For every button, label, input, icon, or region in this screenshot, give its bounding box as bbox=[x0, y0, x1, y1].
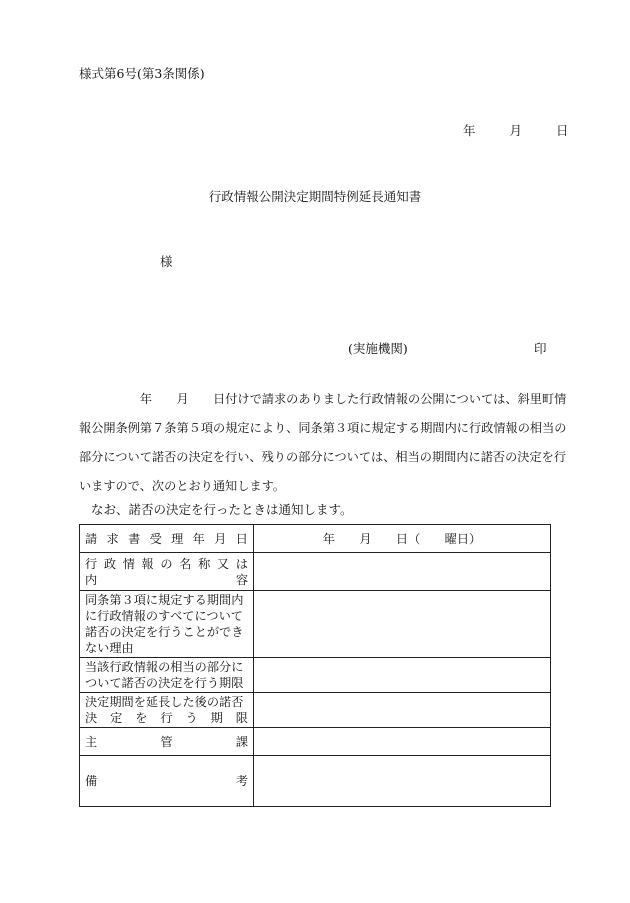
body-line: 部分について諾否の決定を行い、残りの部分については、相当の期間内に諾否の決定を行 bbox=[79, 450, 567, 464]
document-title: 行政情報公開決定期間特例延長通知書 bbox=[208, 189, 422, 204]
extended-deadline-line1: 決定期間を延長した後の諾否 bbox=[85, 695, 244, 709]
extended-deadline-value[interactable] bbox=[254, 693, 551, 728]
info-name-line2: 内 容 bbox=[85, 572, 248, 587]
department-value[interactable] bbox=[254, 728, 551, 756]
table-row bbox=[80, 693, 551, 728]
reason-line: 諾否の決定を行うことができ bbox=[85, 625, 244, 639]
issue-date bbox=[463, 121, 568, 139]
body-line: 年 月 日付けで請求のありました行政情報の公開については、斜里町情 bbox=[79, 392, 567, 406]
table-row bbox=[80, 525, 551, 553]
table-row bbox=[80, 553, 551, 591]
day-label: 日 bbox=[555, 123, 569, 138]
info-name-line1: 行 政 情 報 の 名 称 又 は bbox=[85, 556, 248, 571]
implementing-agency: (実施機関) bbox=[348, 341, 408, 356]
year-label: 年 bbox=[463, 123, 476, 138]
reason-line: ない理由 bbox=[85, 641, 134, 655]
notice-note: なお、諾否の決定を行ったときは通知します。 bbox=[91, 502, 353, 517]
department-label-text: 主 管 課 bbox=[85, 734, 248, 749]
department-label bbox=[80, 728, 254, 756]
table-row bbox=[80, 591, 551, 658]
info-name-label bbox=[80, 553, 254, 591]
partial-deadline-value[interactable] bbox=[254, 658, 551, 693]
reason-line: に行政情報のすべてについて bbox=[85, 609, 243, 623]
receipt-date-label-text: 請 求 書 受 理 年 月 日 bbox=[85, 531, 248, 546]
partial-deadline-label bbox=[80, 658, 254, 693]
body-line: いますので、次のとおり通知します。 bbox=[79, 479, 285, 493]
form-number: 様式第6号(第3条関係) bbox=[79, 66, 205, 81]
remarks-value[interactable] bbox=[254, 756, 551, 807]
remarks-label-text: 備 考 bbox=[85, 774, 248, 788]
table-row bbox=[80, 658, 551, 693]
partial-deadline-line: ついて諾否の決定を行う期限 bbox=[85, 676, 244, 690]
extended-deadline-line2: 決 定 を 行 う 期 限 bbox=[85, 711, 248, 725]
addressee-suffix: 様 bbox=[160, 254, 173, 269]
month-label: 月 bbox=[509, 123, 522, 138]
reason-value[interactable] bbox=[254, 591, 551, 658]
partial-deadline-line: 当該行政情報の相当の部分に bbox=[85, 660, 244, 674]
receipt-date-label bbox=[80, 525, 254, 553]
reason-label bbox=[80, 591, 254, 658]
table-row bbox=[80, 756, 551, 807]
extended-deadline-label bbox=[80, 693, 254, 728]
receipt-date-value[interactable]: 年 月 日（ 曜日） bbox=[254, 525, 551, 553]
remarks-label bbox=[80, 756, 254, 807]
seal-mark: 印 bbox=[534, 341, 547, 356]
info-name-value[interactable] bbox=[254, 553, 551, 591]
notice-table bbox=[79, 524, 551, 807]
table-row bbox=[80, 728, 551, 756]
body-line: 報公開条例第７条第５項の規定により、同条第３項に規定する期間内に行政情報の相当の bbox=[79, 421, 567, 435]
notice-body bbox=[79, 385, 567, 501]
reason-line: 同条第３項に規定する期間内 bbox=[85, 593, 244, 607]
